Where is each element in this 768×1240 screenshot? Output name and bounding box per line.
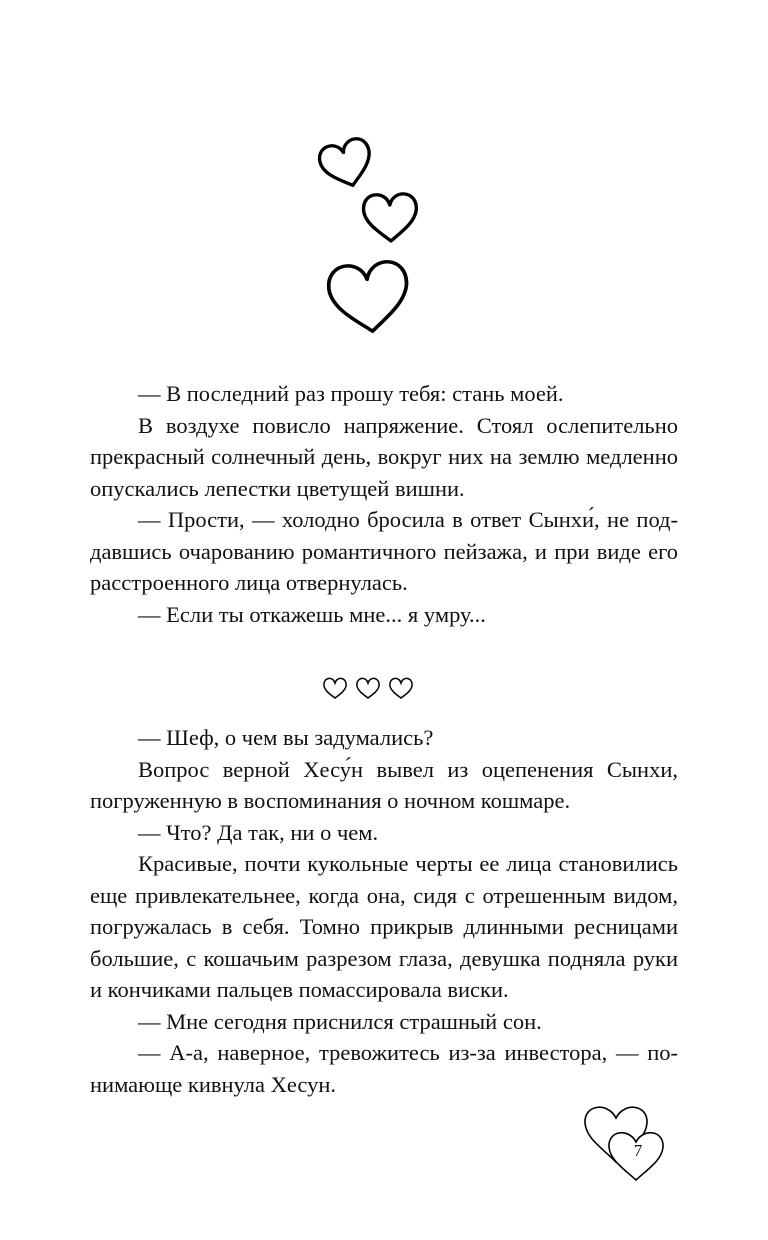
paragraph: — Что? Да так, ни о чем.: [138, 819, 379, 845]
small-heart-icon: [390, 678, 412, 698]
paragraph: — В последний раз прошу тебя: стань моей.: [138, 381, 564, 406]
top-hearts-decoration: [0, 0, 768, 360]
heart-icon: [327, 260, 412, 335]
paragraph: — Прости, — холодно бросила в ответ Сынхи́, не поддавшись очарованию романтичного пейзажа, и при виде его расстроенного лица отвернулась.: [90, 507, 678, 595]
text-section-2: [90, 722, 678, 1100]
page-number: 7: [633, 1141, 643, 1160]
heart-icon: [316, 136, 377, 192]
paragraph: В воздухе повисло напряжение. Стоял ослепительно прекрасный солнечный день, вокруг них на землю медленно опускались лепестки цветущей вишни.: [90, 412, 678, 501]
paragraph: — Мне сегодня приснился страшный сон.: [138, 1008, 542, 1034]
paragraph: — Если ты откажешь мне... я умру...: [138, 601, 486, 627]
small-heart-icon: [357, 678, 379, 698]
text-section-1: [90, 378, 678, 630]
scene-divider: [0, 672, 768, 702]
paragraph: Вопрос верной Хесу́н вывел из оцепенения Сынхи, погруженную в воспоминания о ночном кошмаре.: [90, 756, 678, 813]
paragraph: — А-а, наверное, тревожитесь из-за инвестора, — понимающе кивнула Хесун.: [90, 1040, 678, 1097]
heart-icon: [363, 193, 417, 241]
paragraph: Красивые, почти кукольные черты ее лица становились еще привлекательнее, когда она, сидя с отрешенным видом, погружалась в себя. Томно прикрыв длинными ресницами большие, с кошачьим разрезом глаза, девушка подняла руки и кончиками пальцев помассировала виски.: [90, 851, 678, 1002]
paragraph: — Шеф, о чем вы задумались?: [138, 725, 434, 750]
small-heart-icon: [324, 678, 346, 698]
